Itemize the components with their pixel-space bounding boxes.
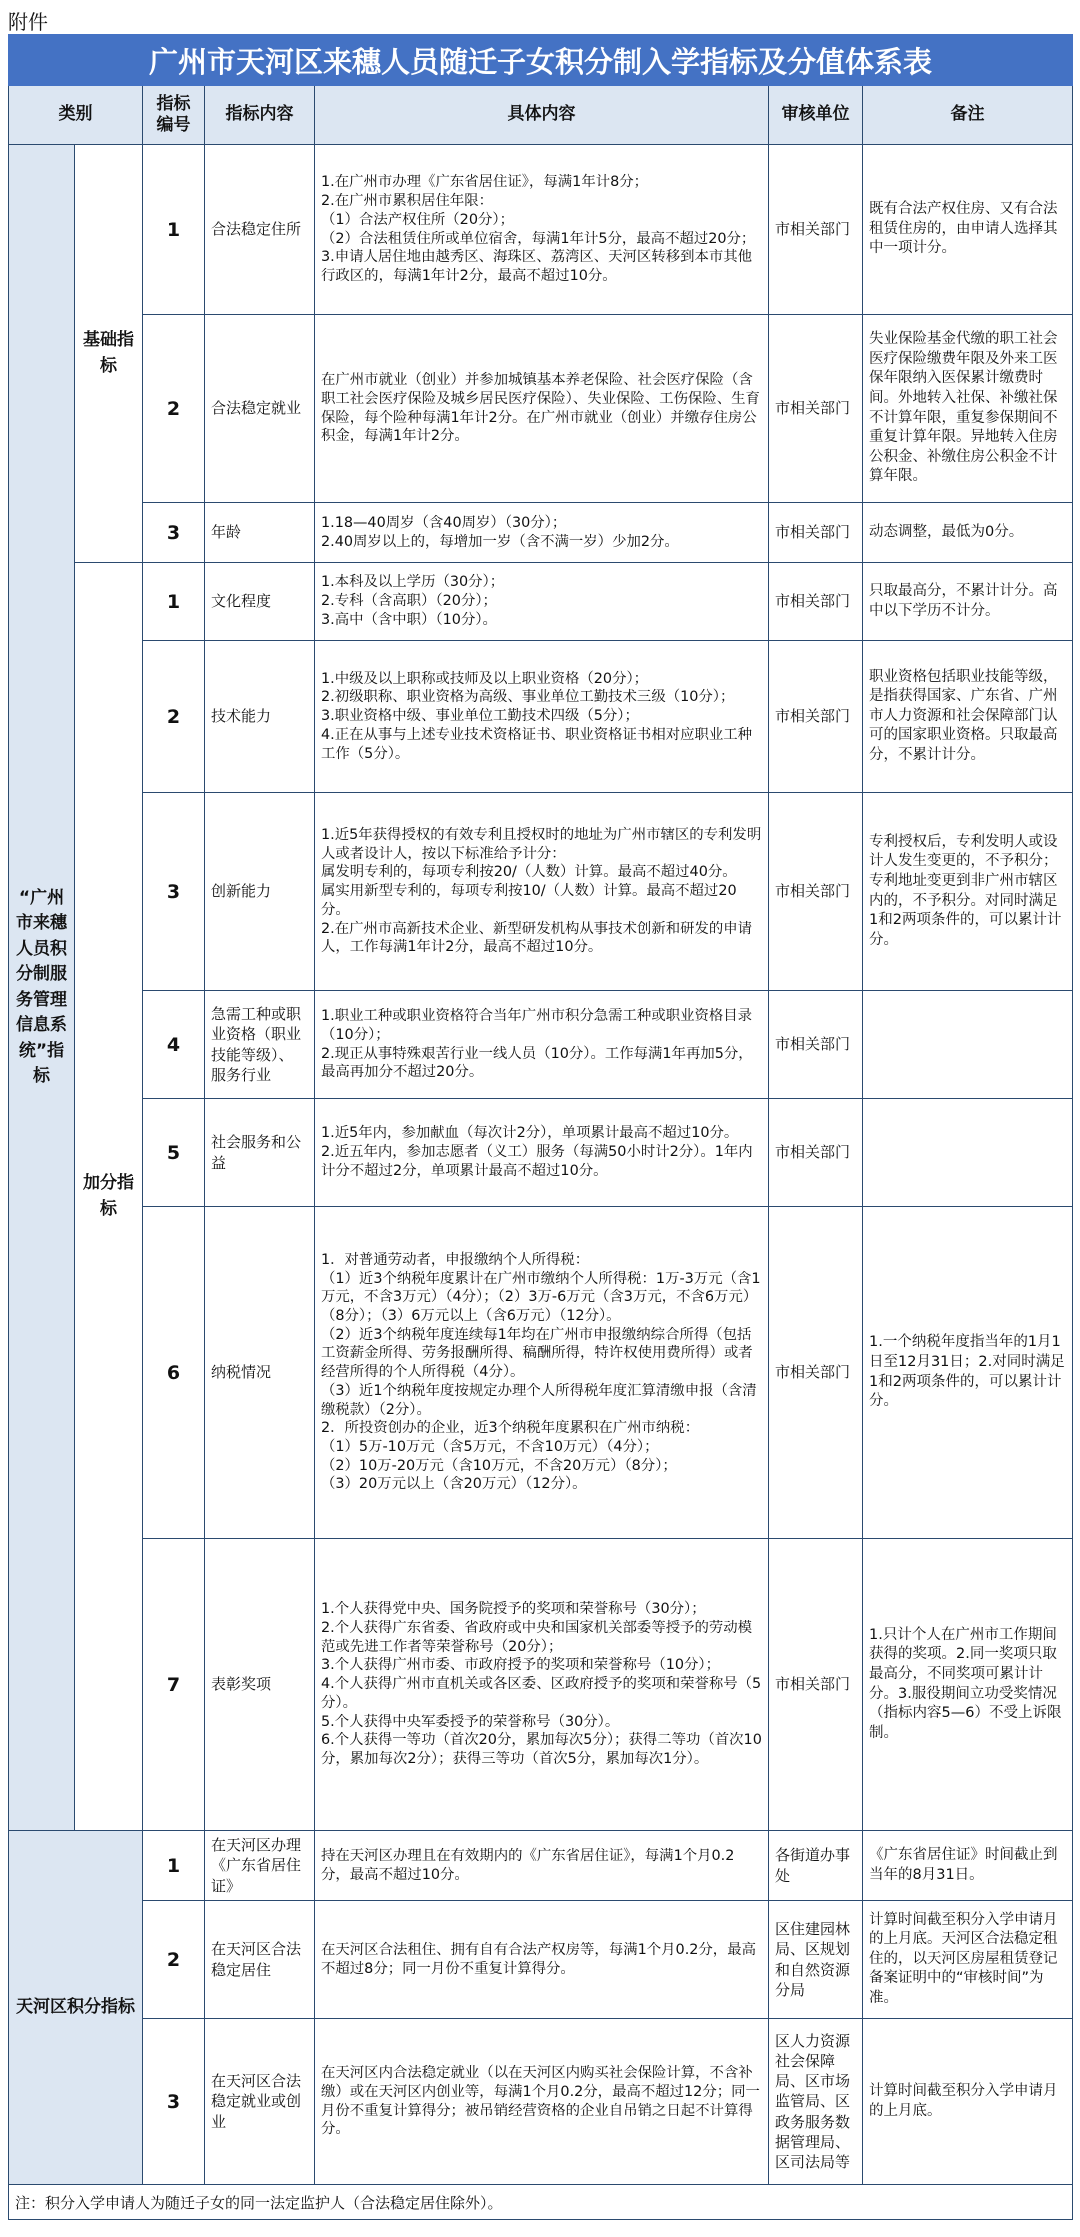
detail-line: 1.本科及以上学历（30分）；	[321, 574, 505, 591]
table-row	[9, 991, 1073, 1099]
remark: 职业资格包括职业技能等级，是指获得国家、广东省、广州市人力资源和社会保障部门认可的国家职业资格。只取最高分，不累计计分。	[863, 641, 1073, 793]
remark: 1.只计个人在广州市工作期间获得的奖项。2.同一奖项只取最高分，不同奖项可累计计分。3.服役期间立功受奖情况（指标内容5—6）不受上诉限制。	[863, 1539, 1073, 1831]
detail-line: （1）合法产权住所（20分）；	[321, 211, 514, 228]
detail-line: （2）10万-20万元（含10万元，不含20万元）（8分）；	[321, 1457, 677, 1474]
table-row	[9, 315, 1073, 503]
index-content: 合法稳定就业	[205, 315, 315, 503]
details-cell	[315, 1901, 769, 2019]
index-content: 在天河区办理《广东省居住证》	[205, 1831, 315, 1901]
detail-line: 1.中级及以上职称或技师及以上职业资格（20分）；	[321, 670, 649, 687]
index-content: 合法稳定住所	[205, 145, 315, 315]
detail-line: 1．对普通劳动者，申报缴纳个人所得税：	[321, 1251, 590, 1268]
remark: 只取最高分，不累计计分。高中以下学历不计分。	[863, 563, 1073, 641]
detail-line: 2.在广州市高新技术企业、新型研发机构从事技术创新和研发的申请人，工作每满1年计2分，最高不超过10分。	[321, 920, 753, 956]
subcategory-basic: 基础指标	[75, 145, 143, 563]
table-row	[9, 1099, 1073, 1207]
index-number: 2	[143, 641, 205, 793]
index-number: 6	[143, 1207, 205, 1539]
detail-line: （1）5万-10万元（含5万元，不含10万元）（4分）；	[321, 1439, 659, 1456]
detail-line: 3.申请人居住地由越秀区、海珠区、荔湾区、天河区转移到本市其他行政区的，每满1年计2分，最高不超过10分。	[321, 249, 753, 284]
detail-line: 2.个人获得广东省委、省政府或中央和国家机关部委等授予的劳动模范或先进工作者等荣誉称号（20分）；	[321, 1619, 753, 1655]
table-row	[9, 563, 1073, 641]
detail-line: 在天河区合法租住、拥有自有合法产权房等，每满1个月0.2分，最高不超过8分；同一月份不重复计算得分。	[321, 1941, 756, 1977]
detail-line: 1.个人获得党中央、国务院授予的奖项和荣誉称号（30分）；	[321, 1601, 706, 1618]
details-cell	[315, 563, 769, 641]
details-cell	[315, 1831, 769, 1901]
header-reviewer: 审核单位	[769, 86, 863, 145]
table-row	[9, 2019, 1073, 2185]
remark: 计算时间截至积分入学申请月的上月底。天河区合法稳定租住的，以天河区房屋租赁登记备案证明中的“审核时间”为准。	[863, 1901, 1073, 2019]
detail-line: 1.职业工种或职业资格符合当年广州市积分急需工种或职业资格目录（10分）；	[321, 1008, 753, 1043]
detail-line: 4.个人获得广州市直机关或各区委、区政府授予的奖项和荣誉称号（5分）。	[321, 1676, 762, 1711]
header-index-no: 指标编号	[143, 86, 205, 145]
index-content: 在天河区合法稳定就业或创业	[205, 2019, 315, 2185]
reviewer-unit: 市相关部门	[769, 503, 863, 563]
remark: 失业保险基金代缴的职工社会医疗保险缴费年限及外来工医保年限纳入医保累计缴费时间。外地转入社保、补缴社保不计算年限，重复参保期间不重复计算年限。异地转入住房公积金、补缴住房公积金不计算年限。	[863, 315, 1073, 503]
detail-line: （1）近3个纳税年度累计在广州市缴纳个人所得税：1万-3万元（含1万元，不含3万元）（4分）；（2）3万-6万元（含3万元，不含6万元）（8分）；（3）6万元以上（含6万元）（12分）。	[321, 1270, 761, 1324]
remark: 专利授权后，专利发明人或设计人发生变更的，不予积分；专利地址变更到非广州市辖区内的，不予积分。对同时满足1和2两项条件的，可以累计计分。	[863, 793, 1073, 991]
index-number: 4	[143, 991, 205, 1099]
index-content: 年龄	[205, 503, 315, 563]
index-content: 纳税情况	[205, 1207, 315, 1539]
table-row	[9, 503, 1073, 563]
category-tianhe: 天河区积分指标	[9, 1831, 143, 2185]
points-index-table	[8, 34, 1073, 2220]
detail-line: 2.40周岁以上的，每增加一岁（含不满一岁）少加2分。	[321, 533, 679, 550]
header-index-content: 指标内容	[205, 86, 315, 145]
reviewer-unit: 市相关部门	[769, 793, 863, 991]
index-content: 文化程度	[205, 563, 315, 641]
details-cell	[315, 641, 769, 793]
detail-line: 6.个人获得一等功（首次20分，累加每次5分）；获得二等功（首次10分，累加每次2分）；获得三等功（首次5分，累加每次1分）。	[321, 1732, 762, 1768]
footnote: 注：积分入学申请人为随迁子女的同一法定监护人（合法稳定居住除外）。	[9, 2185, 1073, 2220]
detail-line: 2.专科（含高职）（20分）；	[321, 593, 497, 610]
detail-line: 持在天河区办理且在有效期内的《广东省居住证》，每满1个月0.2分，最高不超过10分。	[321, 1847, 735, 1883]
attachment-label: 附件	[8, 10, 48, 34]
category-guangzhou-system: “广州市来穗人员积分制服务管理信息系统”指标	[9, 145, 75, 1831]
reviewer-unit: 市相关部门	[769, 1207, 863, 1539]
detail-line: 3.个人获得广州市委、市政府授予的奖项和荣誉称号（10分）；	[321, 1657, 720, 1674]
reviewer-unit: 市相关部门	[769, 563, 863, 641]
table-row	[9, 1831, 1073, 1901]
index-number: 1	[143, 563, 205, 641]
index-number: 5	[143, 1099, 205, 1207]
index-content: 社会服务和公益	[205, 1099, 315, 1207]
index-number: 3	[143, 793, 205, 991]
detail-line: 1.在广州市办理《广东省居住证》，每满1年计8分；	[321, 174, 649, 191]
footnote-row	[9, 2185, 1073, 2220]
remark	[863, 1099, 1073, 1207]
detail-line: （2）近3个纳税年度连续每1年均在广州市申报缴纳综合所得（包括工资薪金所得、劳务报酬所得、稿酬所得，特许权使用费所得）或者经营所得的个人所得税（4分）。	[321, 1326, 753, 1381]
detail-line: 4.正在从事与上述专业技术资格证书、职业资格证书相对应职业工种工作（5分）。	[321, 726, 753, 762]
remark: 动态调整，最低为0分。	[863, 503, 1073, 563]
detail-line: 2.现正从事特殊艰苦行业一线人员（10分）。工作每满1年再加5分，最高再加分不超过20分。	[321, 1045, 753, 1081]
reviewer-unit: 市相关部门	[769, 145, 863, 315]
reviewer-unit: 区人力资源社会保障局、区市场监管局、区政务服务数据管理局、区司法局等	[769, 2019, 863, 2185]
detail-line: 2．所投资创办的企业，近3个纳税年度累积在广州市纳税：	[321, 1420, 700, 1437]
remark: 计算时间截至积分入学申请月的上月底。	[863, 2019, 1073, 2185]
detail-line: 2.初级职称、职业资格为高级、事业单位工勤技术三级（10分）；	[321, 689, 735, 706]
detail-line: 在广州市就业（创业）并参加城镇基本养老保险、社会医疗保险（含职工社会医疗保险及城乡居民医疗保险）、失业保险、工伤保险、生育保险，每个险种每满1年计2分。在广州市就业（创业）并缴存住房公积金，每满1年计2分。	[321, 372, 760, 445]
detail-line: 属发明专利的，每项专利按20/（人数）计算。最高不超过40分。	[321, 864, 737, 881]
header-remarks: 备注	[863, 86, 1073, 145]
detail-line: 1.近5年内，参加献血（每次计2分），单项累计最高不超过10分。	[321, 1125, 739, 1142]
details-cell	[315, 503, 769, 563]
detail-line: （3）近1个纳税年度按规定办理个人所得税年度汇算清缴申报（含清缴税款）（2分）。	[321, 1382, 757, 1418]
index-number: 2	[143, 1901, 205, 2019]
reviewer-unit: 市相关部门	[769, 1099, 863, 1207]
index-number: 7	[143, 1539, 205, 1831]
details-cell	[315, 1099, 769, 1207]
index-content: 表彰奖项	[205, 1539, 315, 1831]
table-row	[9, 1207, 1073, 1539]
reviewer-unit: 市相关部门	[769, 991, 863, 1099]
detail-line: （3）20万元以上（含20万元）（12分）。	[321, 1476, 587, 1493]
table-row	[9, 641, 1073, 793]
index-number: 1	[143, 1831, 205, 1901]
table-title: 广州市天河区来穗人员随迁子女积分制入学指标及分值体系表	[9, 35, 1073, 86]
table-row	[9, 145, 1073, 315]
remark: 《广东省居住证》时间截止到当年的8月31日。	[863, 1831, 1073, 1901]
details-cell	[315, 991, 769, 1099]
details-cell	[315, 1207, 769, 1539]
index-number: 2	[143, 315, 205, 503]
index-number: 1	[143, 145, 205, 315]
details-cell	[315, 1539, 769, 1831]
index-content: 急需工种或职业资格（职业技能等级）、服务行业	[205, 991, 315, 1099]
index-number: 3	[143, 2019, 205, 2185]
header-category: 类别	[9, 86, 143, 145]
details-cell	[315, 2019, 769, 2185]
detail-line: 在天河区内合法稳定就业（以在天河区内购买社会保险计算，不含补缴）或在天河区内创业等，每满1个月0.2分，最高不超过12分；同一月份不重复计算得分；被吊销经营资格的企业自吊销之日起不计算得分。	[321, 2065, 760, 2138]
detail-line: （2）合法租赁住所或单位宿舍，每满1年计5分，最高不超过20分；	[321, 230, 756, 247]
detail-line: 2.近五年内，参加志愿者（义工）服务（每满50小时计2分）。1年内计分不超过2分，单项累计最高不超过10分。	[321, 1144, 753, 1179]
detail-line: 5.个人获得中央军委授予的荣誉称号（30分）。	[321, 1713, 620, 1730]
detail-line: 属实用新型专利的，每项专利按10/（人数）计算。最高不超过20分。	[321, 883, 737, 918]
detail-line: 3.高中（含中职）（10分）。	[321, 611, 497, 628]
table-row	[9, 793, 1073, 991]
detail-line: 3.职业资格中级、事业单位工勤技术四级（5分）；	[321, 708, 639, 725]
details-cell	[315, 145, 769, 315]
header-details: 具体内容	[315, 86, 769, 145]
remark: 1.一个纳税年度指当年的1月1日至12月31日；2.对同时满足1和2两项条件的，可以累计计分。	[863, 1207, 1073, 1539]
table-row	[9, 1539, 1073, 1831]
remark: 既有合法产权住房、又有合法租赁住房的，由申请人选择其中一项计分。	[863, 145, 1073, 315]
reviewer-unit: 市相关部门	[769, 1539, 863, 1831]
index-content: 技术能力	[205, 641, 315, 793]
reviewer-unit: 区住建园林局、区规划和自然资源分局	[769, 1901, 863, 2019]
table-row	[9, 1901, 1073, 2019]
detail-line: 2.在广州市累积居住年限：	[321, 193, 494, 210]
details-cell	[315, 793, 769, 991]
index-content: 在天河区合法稳定居住	[205, 1901, 315, 2019]
index-content: 创新能力	[205, 793, 315, 991]
subcategory-bonus: 加分指标	[75, 563, 143, 1831]
reviewer-unit: 各街道办事处	[769, 1831, 863, 1901]
remark	[863, 991, 1073, 1099]
reviewer-unit: 市相关部门	[769, 641, 863, 793]
reviewer-unit: 市相关部门	[769, 315, 863, 503]
detail-line: 1.近5年获得授权的有效专利且授权时的地址为广州市辖区的专利发明人或者设计人，按以下标准给予计分：	[321, 826, 762, 862]
detail-line: 1.18—40周岁（含40周岁）（30分）；	[321, 514, 567, 531]
index-number: 3	[143, 503, 205, 563]
details-cell	[315, 315, 769, 503]
